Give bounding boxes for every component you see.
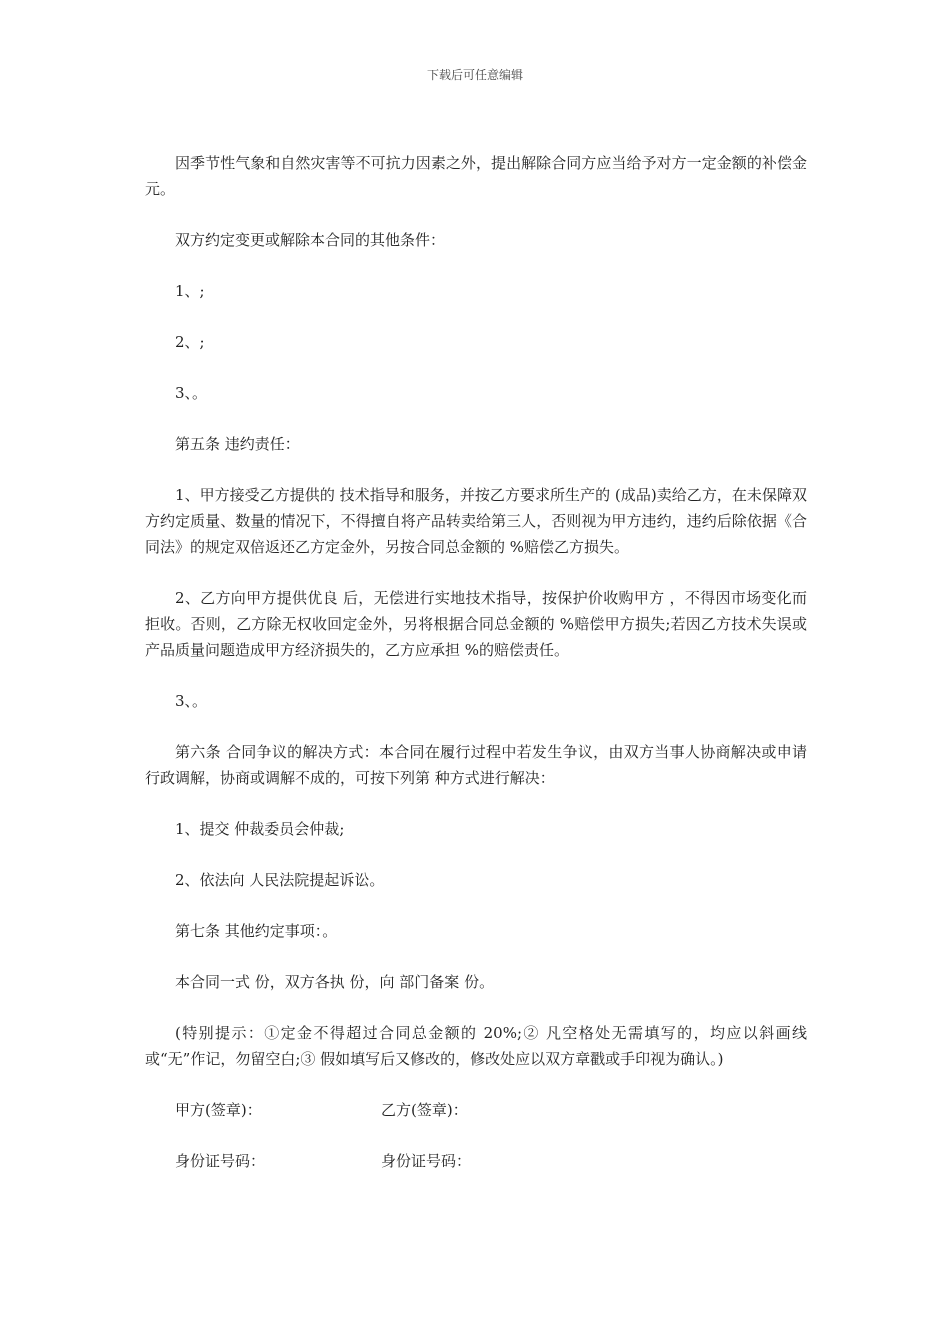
paragraph-force-majeure: 因季节性气象和自然灾害等不可抗力因素之外，提出解除合同方应当给予对方一定金额的补偿金 元。 [145,154,807,198]
list-item: 2、; [175,333,205,351]
signature-row [145,1097,807,1123]
special-notice: (特别提示：①定金不得超过合同总金额的 20%;② 凡空格处无需填写的，均应以斜画线或“无”作记，勿留空白;③ 假如填写后又修改的，修改处应以双方章戳或手印视为确认。) [145,1024,807,1068]
party-a-id-label: 身份证号码： [175,1152,266,1170]
contract-body [145,150,807,1199]
article-6-option-1: 1、提交 仲裁委员会仲裁; [175,820,345,838]
list-item: 1、; [175,282,205,300]
page-header: 下载后可任意编辑 [426,68,523,82]
list-item: 3、。 [175,384,208,402]
article-7: 第七条 其他约定事项：。 [175,922,338,940]
copies-clause: 本合同一式 份，双方各执 份，向 部门备案 份。 [175,973,495,991]
party-b-id-label: 身份证号码： [381,1152,472,1170]
article-5-title: 第五条 违约责任： [175,435,300,453]
id-number-row [145,1148,807,1174]
article-5-clause-1: 1、甲方接受乙方提供的 技术指导和服务，并按乙方要求所生产的 (成品)卖给乙方，在未保障双方约定质量、数量的情况下，不得擅自将产品转卖给第三人，否则视为甲方违约，违约后除依据《合同法》的规定双倍返还乙方定金外，另按合同总金额的 %赔偿乙方损失。 [145,486,807,556]
paragraph-other-conditions: 双方约定变更或解除本合同的其他条件： [175,231,446,249]
article-5-clause-2: 2、乙方向甲方提供优良 后，无偿进行实地技术指导，按保护价收购甲方 ，不得因市场变化而拒收。否则，乙方除无权收回定金外，另将根据合同总金额的 %赔偿甲方损失;若因乙方技术失误或产品质量问题造成甲方经济损失的，乙方应承担 %的赔偿责任。 [145,589,807,659]
party-a-signature-label: 甲方(签章)： [175,1101,262,1119]
party-b-signature-label: 乙方(签章)： [381,1101,468,1119]
article-5-clause-3: 3、。 [175,692,208,710]
article-6: 第六条 合同争议的解决方式：本合同在履行过程中若发生争议，由双方当事人协商解决或申请行政调解，协商或调解不成的，可按下列第 种方式进行解决： [145,743,807,787]
article-6-option-2: 2、依法向 人民法院提起诉讼。 [175,871,385,889]
